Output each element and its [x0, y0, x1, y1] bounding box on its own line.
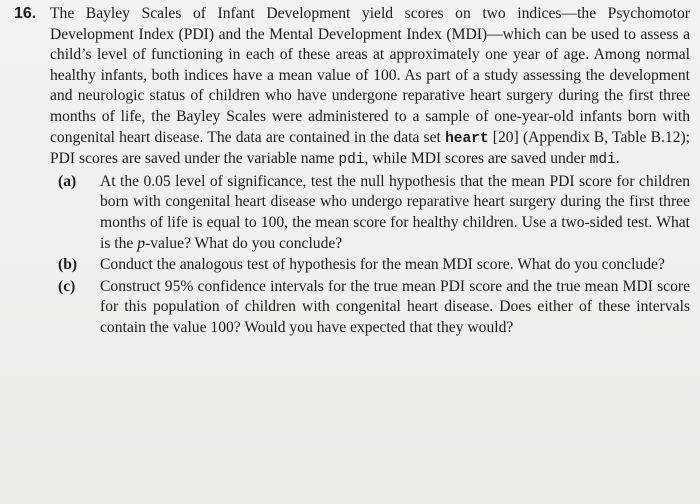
p-letter: p: [137, 234, 146, 252]
dataset-name: heart: [445, 130, 489, 147]
problem-parts: [50, 172, 690, 339]
part-c-text: Construct 95% confidence intervals for the true mean PDI score and the true mean MDI score for this population of children with congenital heart disease. Does either of these intervals contain the value 100? Would you have expected that they would?: [100, 277, 690, 336]
variable-pdi: pdi: [338, 152, 365, 169]
intro-text-4: .: [615, 150, 620, 168]
variable-mdi: mdi: [589, 152, 616, 169]
part-a-text-end: -value? What do you conclude?: [145, 234, 343, 252]
intro-text-1: The Bayley Scales of Infant Development yield scores on two indices—the Psychomotor Development Index (PDI) and the Mental Development Index (MDI)—which can be used to assess a child’s level of functioning in each of these areas at approximately one year of age. Among normal healthy infants, both indices have a mean value of 100. As part of a study assessing the development and neurologic status of children who have undergone reparative heart surgery during the first three months of life, the Bayley Scales were administered to a sample of one-year-old infants born with congenital heart disease. The data are contained in the data set: [50, 5, 690, 146]
problem-number: 16.: [14, 5, 37, 22]
problem-16: [14, 4, 690, 339]
intro-text-3: , while MDI scores are saved under: [364, 150, 586, 168]
intro-text-2: [20] (Appendix B, Table B.12); PDI scores are saved under the variable name: [50, 128, 691, 168]
part-a: [50, 172, 690, 254]
problem-intro: [50, 4, 690, 171]
part-b: [50, 255, 690, 276]
part-c-label: (c): [58, 277, 76, 295]
part-b-label: (b): [58, 256, 78, 274]
textbook-page: [14, 4, 690, 500]
part-a-text: At the 0.05 level of significance, test the null hypothesis that the mean PDI score for children born with congenital heart disease who undergo reparative heart surgery during the first three months of life is equal to 100, the mean score for healthy children. Use a two-sided test. What is the: [100, 172, 690, 252]
part-c: [50, 277, 690, 339]
part-b-text: Conduct the analogous test of hypothesis for the mean MDI score. What do you conclude?: [100, 256, 665, 274]
part-a-label: (a): [58, 172, 77, 190]
